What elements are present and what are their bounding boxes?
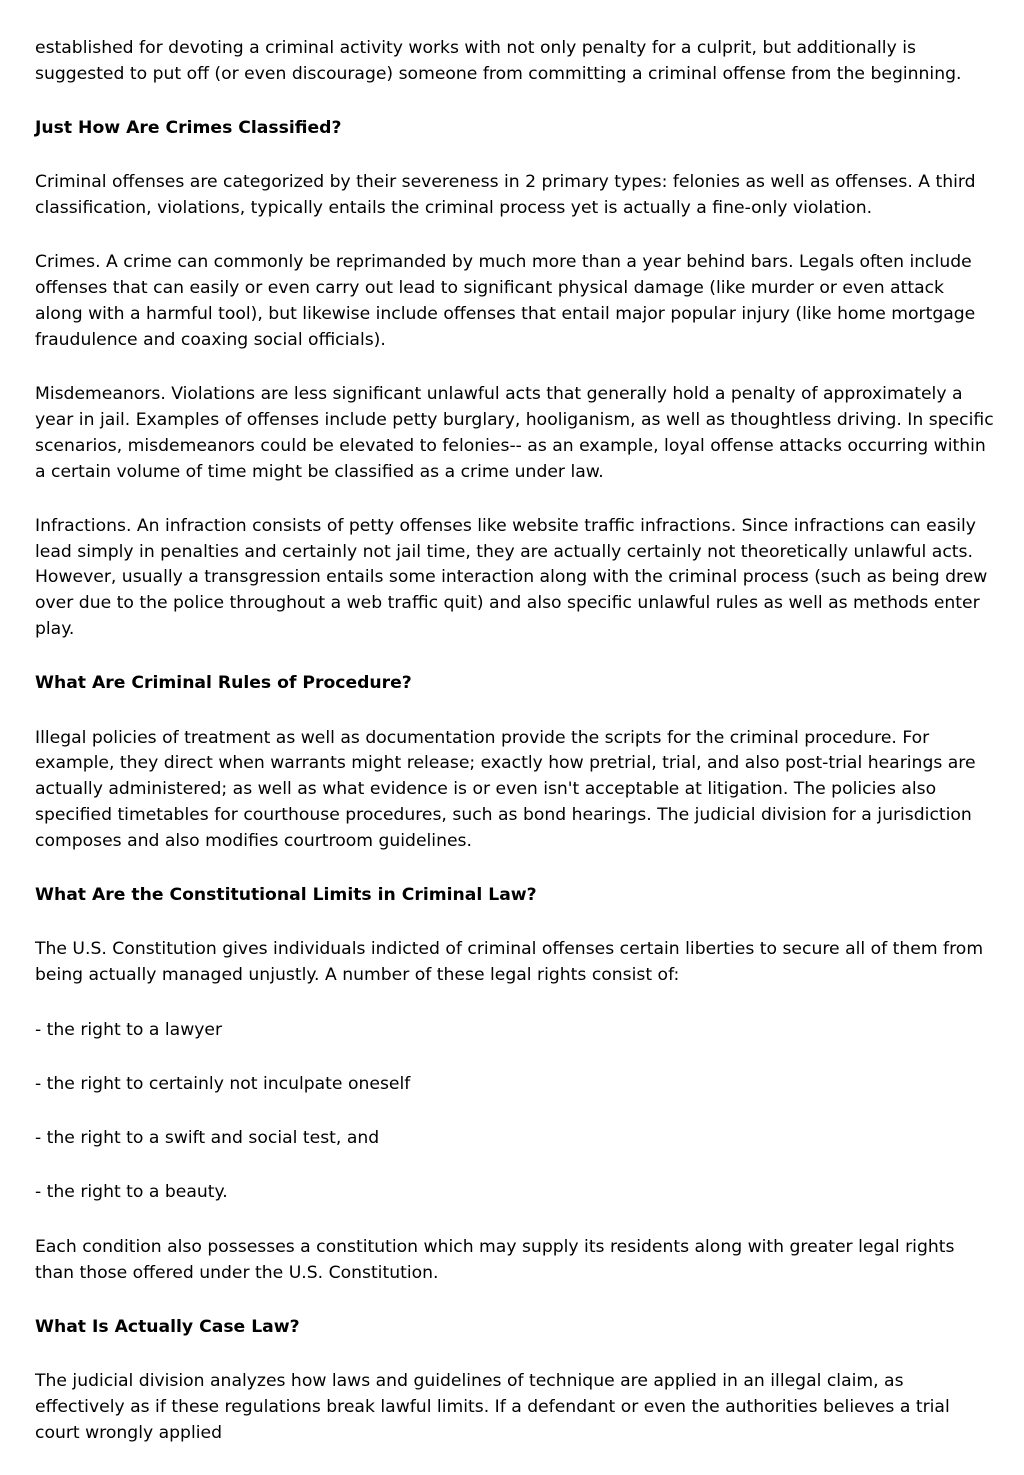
document-page <box>35 36 997 1475</box>
paragraph-misdemeanors: Misdemeanors. Violations are less significant unlawful acts that generally hold a penalty of approximately a year in jail. Examples of offenses include petty burglary, hooliganism, as well as thoughtless driving. In specific scenarios, misdemeanors could be elevated to felonies-- as an example, loyal offense attacks occurring within a certain volume of time might be classified as a crime under law. <box>35 384 994 482</box>
paragraph-state-constitutions: Each condition also possesses a constitution which may supply its residents along with greater legal rights than those offered under the U.S. Constitution. <box>35 1236 955 1283</box>
paragraph-rules-of-procedure: Illegal policies of treatment as well as documentation provide the scripts for the criminal procedure. For example, they direct when warrants might release; exactly how pretrial, trial, and also post-trial hearings are actually administered; as well as what evidence is or even isn't acceptable at litigation. The policies also specified timetables for courthouse procedures, such as bond hearings. The judicial division for a jurisdiction composes and also modifies courtroom guidelines. <box>35 727 976 851</box>
rights-list-item: - the right to a beauty. <box>35 1182 228 1203</box>
paragraph-classification-overview: Criminal offenses are categorized by their severeness in 2 primary types: felonies as well as offenses. A third classification, violations, typically entails the criminal process yet is actually a fine-only violation. <box>35 172 976 219</box>
heading-case-law: What Is Actually Case Law? <box>35 1316 300 1337</box>
paragraph-intro-continuation: established for devoting a criminal activity works with not only penalty for a culprit, but additionally is suggested to put off (or even discourage) someone from committing a criminal offense from the beginning. <box>35 38 962 84</box>
rights-list <box>35 1018 997 1207</box>
heading-crime-classification: Just How Are Crimes Classified? <box>35 118 342 139</box>
rights-list-item: - the right to a swift and social test, and <box>35 1128 380 1149</box>
rights-list-item: - the right to a lawyer <box>35 1019 223 1040</box>
paragraph-constitutional-rights: The U.S. Constitution gives individuals indicted of criminal offenses certain liberties to secure all of them from being actually managed unjustly. A number of these legal rights consist of: <box>35 939 984 986</box>
paragraph-case-law: The judicial division analyzes how laws and guidelines of technique are applied in an illegal claim, as effectively as if these regulations break lawful limits. If a defendant or even the authorities believes a trial court wrongly applied <box>35 1371 950 1443</box>
paragraph-felonies: Crimes. A crime can commonly be reprimanded by much more than a year behind bars. Legals often include offenses that can easily or even carry out lead to significant physical damage (like murder or even attack along with a harmful tool), but likewise include offenses that entail major popular injury (like home mortgage fraudulence and coaxing social officials). <box>35 252 976 350</box>
rights-list-item: - the right to certainly not inculpate oneself <box>35 1073 411 1094</box>
heading-constitutional-limits: What Are the Constitutional Limits in Criminal Law? <box>35 885 537 906</box>
paragraph-infractions: Infractions. An infraction consists of petty offenses like website traffic infractions. Since infractions can easily lead simply in penalties and certainly not jail time, they are actually certainly not theoretically unlawful acts. However, usually a transgression entails some interaction along with the criminal process (such as being drew over due to the police throughout a web traffic quit) and also specific unlawful rules as well as methods enter play. <box>35 515 988 640</box>
heading-rules-of-procedure: What Are Criminal Rules of Procedure? <box>35 673 412 694</box>
